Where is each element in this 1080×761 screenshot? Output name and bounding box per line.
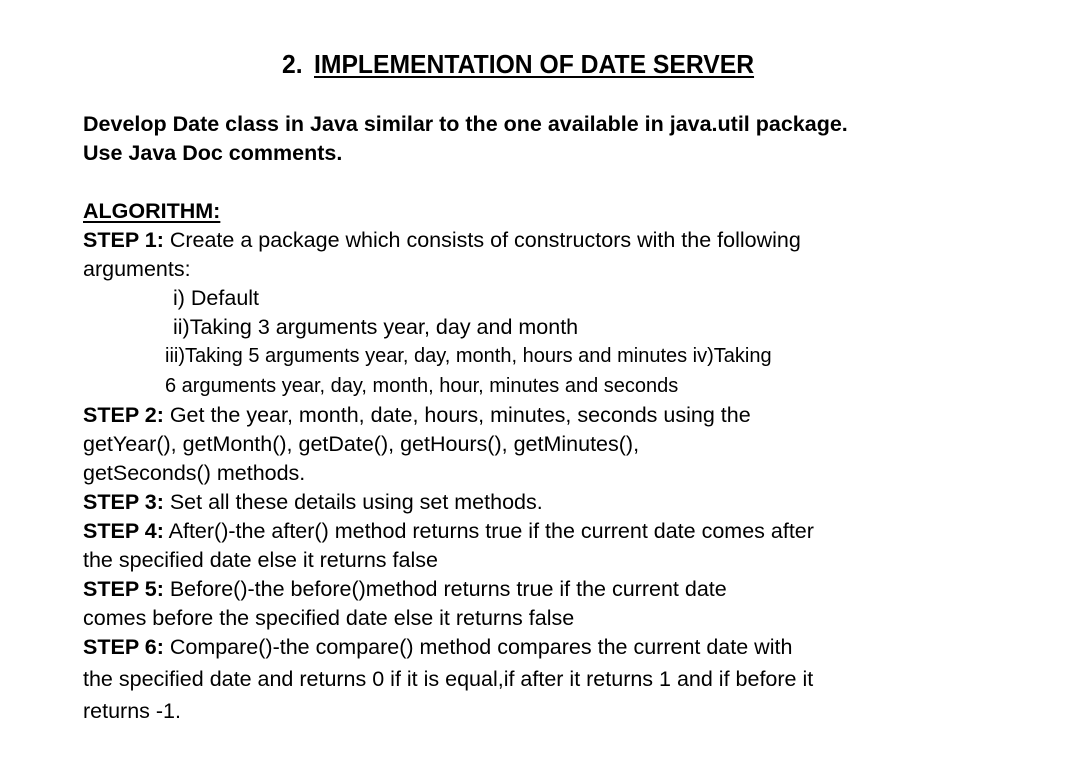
step-6-line-2: the specified date and returns 0 if it is equal,if after it returns 1 and if before it [83, 667, 814, 691]
intro-line-2: Use Java Doc comments. [83, 141, 343, 165]
step-2-line-2: getYear(), getMonth(), getDate(), getHours(), getMinutes(), [83, 432, 640, 456]
step-2-line-1 [83, 401, 751, 429]
step-2-text: Get the year, month, date, hours, minutes, seconds using the [163, 403, 751, 427]
step-2-line-3: getSeconds() methods. [83, 461, 306, 485]
step-5-line-2: comes before the specified date else it returns false [83, 606, 575, 630]
step-6-line-3: returns -1. [83, 699, 181, 723]
step-1-item-1: i) Default [173, 286, 260, 310]
step-6-text: Compare()-the compare() method compares the current date with [163, 635, 793, 659]
step-1-item-4: 6 arguments year, day, month, hour, minutes and seconds [165, 375, 679, 397]
step-6-line-1 [83, 633, 792, 661]
step-5-line-1 [83, 575, 727, 603]
step-1-line-2: arguments: [83, 257, 191, 281]
section-title: IMPLEMENTATION OF DATE SERVER [314, 49, 755, 79]
step-1-label: STEP 1: [83, 228, 164, 252]
step-1-item-2: ii)Taking 3 arguments year, day and month [173, 315, 579, 339]
step-3-label: STEP 3: [83, 490, 164, 514]
step-4-line-2: the specified date else it returns false [83, 548, 438, 572]
step-1-line-1 [83, 226, 801, 254]
step-4-text: After()-the after() method returns true if the current date comes after [163, 519, 814, 543]
page-title [282, 47, 754, 81]
step-1-text: Create a package which consists of constructors with the following [163, 228, 801, 252]
step-4-label: STEP 4: [83, 519, 164, 543]
step-3-text: Set all these details using set methods. [163, 490, 543, 514]
step-4-line-1 [83, 517, 814, 545]
step-5-label: STEP 5: [83, 577, 164, 601]
step-3-line-1 [83, 488, 543, 516]
step-6-label: STEP 6: [83, 635, 164, 659]
step-1-item-3: iii)Taking 5 arguments year, day, month, hours and minutes iv)Taking [165, 345, 772, 367]
algorithm-heading: ALGORITHM: [83, 199, 221, 223]
step-2-label: STEP 2: [83, 403, 164, 427]
step-5-text: Before()-the before()method returns true if the current date [163, 577, 727, 601]
section-number: 2. [282, 49, 303, 79]
intro-line-1: Develop Date class in Java similar to the one available in java.util package. [83, 112, 848, 136]
